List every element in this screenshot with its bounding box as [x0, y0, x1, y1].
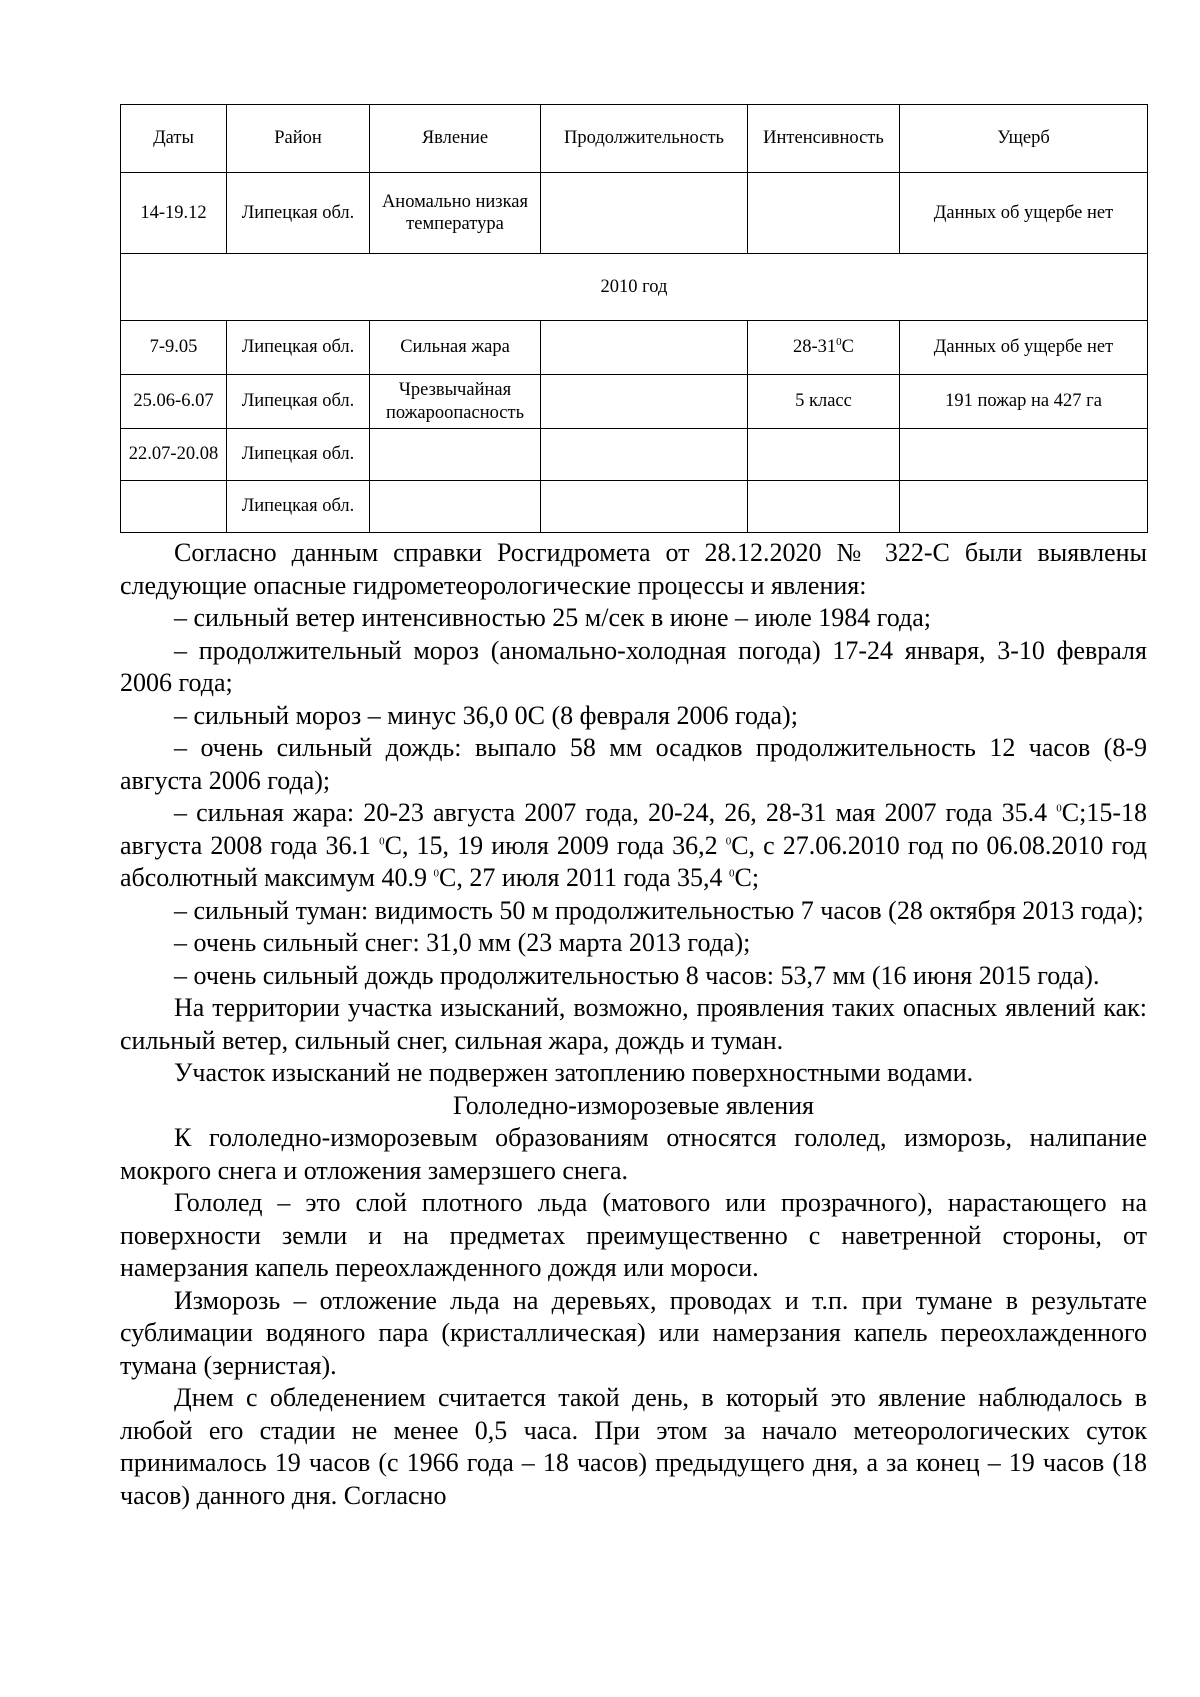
text-run: С;15-18 августа 2008 года 36.1	[120, 798, 1147, 860]
list-item: – продолжительный мороз (аномально-холодная погода) 17-24 января, 3-10 февраля 2006 года;	[120, 635, 1147, 697]
table-row	[121, 173, 1148, 254]
cell-date: 22.07-20.08	[121, 429, 227, 481]
text-run: С, 15, 19 июля 2009 года 36,2	[384, 830, 726, 860]
cell-area: Липецкая обл.	[227, 429, 370, 481]
list-item: – сильный туман: видимость 50 м продолжительностью 7 часов (28 октября 2013 года);	[174, 895, 1144, 925]
cell-duration	[541, 375, 748, 429]
cell-date: 7-9.05	[121, 321, 227, 375]
cell-area: Липецкая обл.	[227, 321, 370, 375]
text-run: С;	[734, 863, 760, 892]
text-run: С, 27 июля 2011 года 35,4	[439, 863, 730, 892]
list-item: – очень сильный дождь: выпало 58 мм осадков продолжительность 12 часов (8-9 августа 2006 года);	[120, 733, 1147, 795]
year-label: 2010 год	[121, 254, 1148, 321]
header-area: Район	[227, 105, 370, 173]
cell-area: Липецкая обл.	[227, 481, 370, 533]
cell-duration	[541, 429, 748, 481]
degree-superscript: 0	[1056, 802, 1062, 815]
intensity-unit: С	[841, 337, 854, 358]
cell-area: Липецкая обл.	[227, 173, 370, 254]
paragraph: Гололед – это слой плотного льда (матового или прозрачного), нарастающего на поверхности земли и на предметах преимущественно с наветренной стороны, от намерзания капель переохлажденного дождя или мороси.	[120, 1188, 1147, 1282]
paragraph: Участок изысканий не подвержен затоплению поверхностными водами.	[174, 1058, 974, 1087]
list-item: – очень сильный снег: 31,0 мм (23 марта 2013 года);	[174, 928, 751, 957]
cell-intensity	[748, 173, 900, 254]
header-damage: Ущерб	[900, 105, 1148, 173]
cell-phenomenon: Аномально низкая температура	[370, 173, 541, 254]
intensity-value: 28-31	[792, 337, 837, 358]
paragraph: Днем с обледенением считается такой день, в который это явление наблюдалось в любой его стадии не менее 0,5 часа. При этом за начало метеорологических суток принималось 19 часов (с 1966 года – 18 часов) предыдущего дня, а за конец – 19 часов (18 часов) данного дня. Согласно	[120, 1383, 1147, 1510]
table-row	[121, 481, 1148, 533]
cell-phenomenon	[370, 481, 541, 533]
paragraph: Согласно данным справки Росгидромета от 28.12.2020 № 322-С были выявлены следующие опасные гидрометеорологические процессы и явления:	[120, 538, 1147, 600]
cell-damage: Данных об ущербе нет	[900, 321, 1148, 375]
degree-superscript: 0	[433, 867, 439, 880]
table-header-row	[121, 105, 1148, 173]
table-row	[121, 375, 1148, 429]
list-item: – сильный мороз – минус 36,0 0С (8 февраля 2006 года);	[174, 700, 798, 730]
cell-phenomenon	[370, 429, 541, 481]
degree-superscript: 0	[725, 834, 732, 847]
header-phenomenon: Явление	[370, 105, 541, 173]
list-item: – сильный ветер интенсивностью 25 м/сек в июне – июле 1984 года;	[174, 603, 932, 632]
cell-damage	[900, 481, 1148, 533]
cell-phenomenon: Чрезвычайная пожароопасность	[370, 375, 541, 429]
body-text	[120, 537, 1147, 1512]
cell-duration	[541, 481, 748, 533]
list-item	[120, 797, 1147, 895]
header-dates: Даты	[121, 105, 227, 173]
table-row	[121, 321, 1148, 375]
cell-duration	[541, 173, 748, 254]
cell-date: 14-19.12	[121, 173, 227, 254]
cell-phenomenon: Сильная жара	[370, 321, 541, 375]
cell-date: 25.06-6.07	[121, 375, 227, 429]
table-year-row	[121, 254, 1148, 321]
cell-intensity	[748, 321, 900, 375]
degree-superscript: 0	[729, 867, 735, 880]
cell-damage	[900, 429, 1148, 481]
cell-intensity	[748, 481, 900, 533]
header-duration: Продолжительность	[541, 105, 748, 173]
cell-intensity: 5 класс	[748, 375, 900, 429]
text-run: С, с 27.06.2010 год по 06.08.2010 год абсолютный максимум 40.9	[120, 830, 1147, 892]
paragraph: К гололедно-изморозевым образованиям относятся гололед, изморозь, налипание мокрого снега и отложения замерзшего снега.	[120, 1123, 1147, 1185]
section-heading: Гололедно-изморозевые явления	[452, 1090, 815, 1120]
list-item: – очень сильный дождь продолжительностью 8 часов: 53,7 мм (16 июня 2015 года).	[174, 960, 1100, 990]
text-run: – сильная жара: 20-23 августа 2007 года, 20-24, 26, 28-31 мая 2007 года 35.4	[174, 798, 1057, 827]
header-intensity: Интенсивность	[748, 105, 900, 173]
cell-duration	[541, 321, 748, 375]
cell-intensity	[748, 429, 900, 481]
cell-damage: Данных об ущербе нет	[900, 173, 1148, 254]
cell-damage: 191 пожар на 427 га	[900, 375, 1148, 429]
paragraph: Изморозь – отложение льда на деревьях, проводах и т.п. при тумане в результате сублимации водяного пара (кристаллическая) или намерзания капель переохлажденного тумана (зернистая).	[120, 1285, 1147, 1380]
cell-date	[121, 481, 227, 533]
degree-superscript: 0	[836, 336, 842, 349]
cell-area: Липецкая обл.	[227, 375, 370, 429]
table-row	[121, 429, 1148, 481]
paragraph: На территории участка изысканий, возможно, проявления таких опасных явлений как: сильный ветер, сильный снег, сильная жара, дождь и туман.	[120, 993, 1147, 1055]
hazard-table	[120, 104, 1148, 533]
document-page	[120, 104, 1147, 1512]
degree-superscript: 0	[379, 834, 385, 847]
